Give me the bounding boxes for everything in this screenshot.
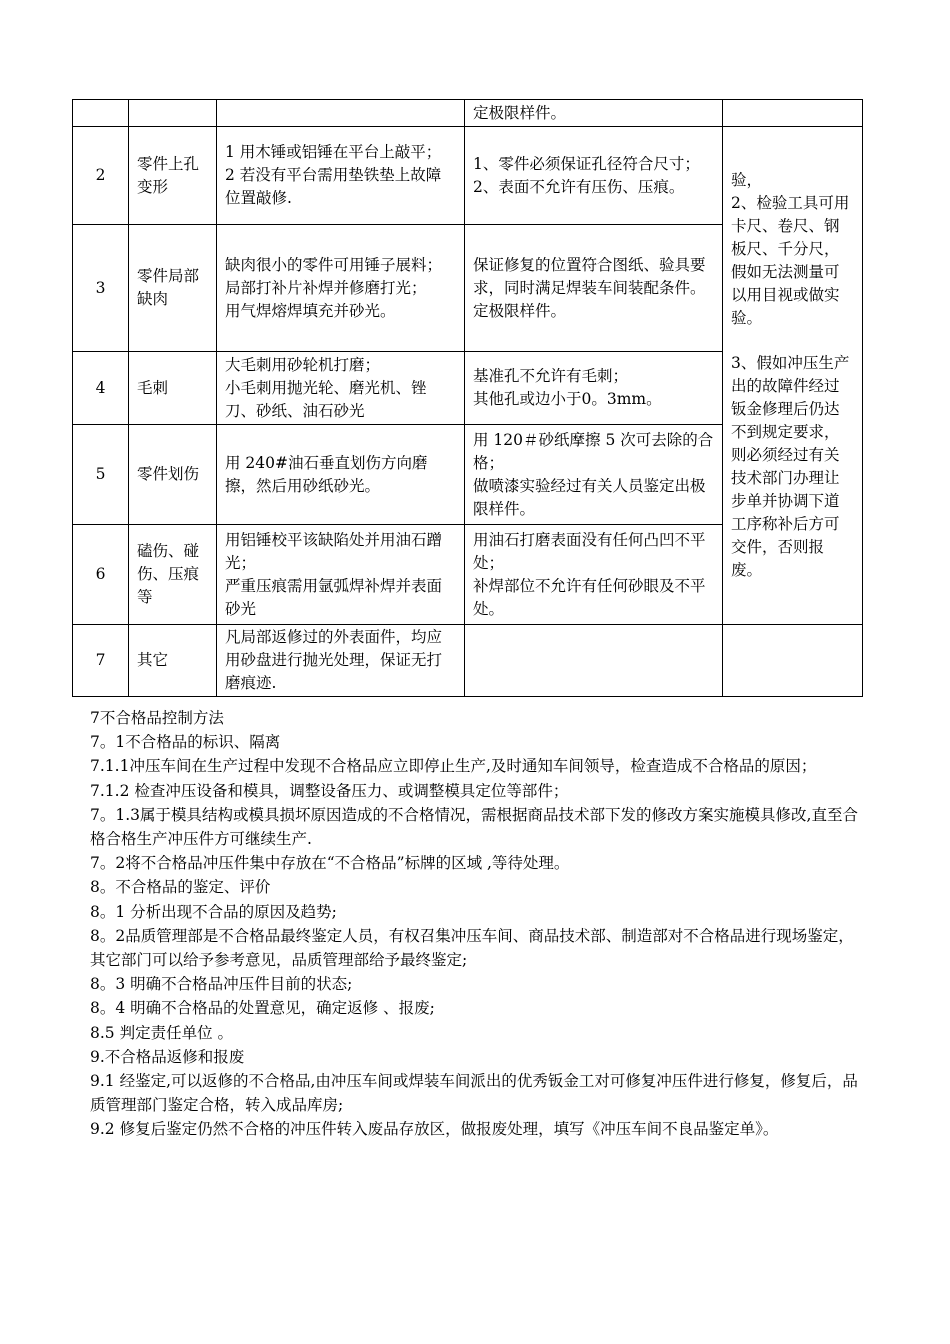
row-number-cell: 6 — [73, 525, 129, 625]
standard-line: 1、零件必须保证孔径符合尺寸； — [473, 154, 700, 173]
standard-line: 定极限样件。 — [473, 103, 567, 122]
body-paragraph: 7。1不合格品的标识、隔离 — [90, 733, 281, 752]
quality-standard-cell — [465, 100, 723, 127]
body-paragraph: 8。3 明确不合格品冲压件目前的状态; — [90, 975, 353, 994]
body-paragraph: 7.1.2 检查冲压设备和模具，调整设备压力、或调整模具定位等部件； — [90, 781, 569, 800]
defect-name-cell: 毛刺 — [129, 352, 217, 425]
standard-line: 其他孔或边小于0。3mm。 — [473, 390, 662, 408]
repair-method-cell — [217, 127, 465, 225]
row-number-cell: 4 — [73, 352, 129, 425]
defect-name-cell: 磕伤、碰伤、压痕等 — [129, 525, 217, 625]
defect-name-cell — [129, 100, 217, 127]
standard-line: 用 120＃砂纸摩擦 5 次可去除的合格； — [473, 430, 714, 472]
method-line: 用气焊熔焊填充并砂光。 — [225, 301, 396, 320]
defect-name-cell: 零件上孔变形 — [129, 127, 217, 225]
body-paragraph: 8。1 分析出现不合品的原因及趋势; — [90, 902, 337, 921]
repair-method-cell — [217, 225, 465, 352]
method-line: 缺肉很小的零件可用锤子展料； — [225, 255, 443, 274]
repair-method-cell — [217, 100, 465, 127]
body-paragraph: 7。1.3属于模具结构或模具损坏原因造成的不合格情况，需根据商品技术部下发的修改方案实施模具修改,直至合格合格生产冲压件方可继续生产. — [90, 805, 858, 849]
quality-standard-cell — [465, 127, 723, 225]
remark-spacer — [731, 330, 854, 352]
standard-line: 保证修复的位置符合图纸、验具要求，同时满足焊装车间装配条件。 — [473, 255, 706, 297]
body-paragraph: 7不合格品控制方法 — [90, 709, 224, 727]
body-paragraph: 7.1.1冲压车间在生产过程中发现不合格品应立即停止生产,及时通知车间领导，检查造成不合格品的原因； — [90, 757, 817, 776]
row-number-cell: 7 — [73, 625, 129, 697]
method-line: 大毛刺用砂轮机打磨； — [225, 355, 381, 374]
body-paragraph: 8。2品质管理部是不合格品最终鉴定人员，有权召集冲压车间、商品技术部、制造部对不合格品进行现场鉴定，其它部门可以给予参考意见，品质管理部给予最终鉴定; — [90, 926, 854, 970]
body-paragraph: 8.5 判定责任单位 。 — [90, 1023, 234, 1042]
standard-line: 定极限样件。 — [473, 301, 567, 320]
repair-method-cell — [217, 425, 465, 525]
control-procedure-text — [90, 706, 860, 1142]
repair-method-cell — [217, 625, 465, 697]
body-paragraph: 9.2 修复后鉴定仍然不合格的冲压件转入废品存放区，做报废处理，填写《冲压车间不良品鉴定单》。 — [90, 1120, 779, 1139]
method-line: 1 用木锤或铝锤在平台上敲平； — [225, 143, 442, 161]
remarks-cell — [723, 127, 863, 625]
remark-paragraph: 验， — [731, 171, 763, 189]
row-number-cell: 5 — [73, 425, 129, 525]
standard-line: 补焊部位不允许有任何砂眼及不平处。 — [473, 576, 706, 618]
standard-line: 基准孔不允许有毛刺； — [473, 367, 629, 385]
method-line: 用 240#油石垂直划伤方向磨擦，然后用砂纸砂光。 — [225, 453, 428, 495]
method-line: 2 若没有平台需用垫铁垫上故障位置敲修. — [225, 166, 442, 207]
repair-method-table — [72, 99, 863, 697]
body-paragraph: 9.不合格品返修和报废 — [90, 1047, 245, 1066]
table-row — [73, 100, 863, 127]
method-line: 用铝锤校平该缺陷处并用油石蹭光； — [225, 530, 443, 572]
row-number-cell: 3 — [73, 225, 129, 352]
method-line: 局部打补片补焊并修磨打光； — [225, 278, 427, 297]
row-number-cell: 2 — [73, 127, 129, 225]
repair-method-cell — [217, 352, 465, 425]
remark-paragraph: 3、假如冲压生产出的故障件经过钣金修理后仍达不到规定要求，则必须经过有关技术部门办理让步单并协调下道工序称补后方可交件，否则报废。 — [731, 354, 850, 579]
method-line: 凡局部返修过的外表面件，均应用砂盘进行抛光处理，保证无打磨痕迹. — [225, 628, 443, 692]
repair-method-cell — [217, 525, 465, 625]
row-number-cell — [73, 100, 129, 127]
standard-line: 用油石打磨表面没有任何凸凹不平处； — [473, 530, 706, 572]
quality-standard-cell — [465, 352, 723, 425]
body-paragraph: 8。不合格品的鉴定、评价 — [90, 878, 271, 897]
body-paragraph: 9.1 经鉴定,可以返修的不合格品,由冲压车间或焊装车间派出的优秀钣金工对可修复冲压件进行修复，修复后，品质管理部门鉴定合格，转入成品库房; — [90, 1072, 858, 1115]
method-line: 严重压痕需用氩弧焊补焊并表面砂光 — [225, 576, 443, 618]
quality-standard-cell — [465, 625, 723, 697]
quality-standard-cell — [465, 225, 723, 352]
remark-cell-bottom — [723, 625, 863, 697]
quality-standard-cell — [465, 425, 723, 525]
quality-standard-cell — [465, 525, 723, 625]
standard-line: 做喷漆实验经过有关人员鉴定出极限样件。 — [473, 476, 706, 518]
remark-cell-top — [723, 100, 863, 127]
defect-name-cell: 零件划伤 — [129, 425, 217, 525]
body-paragraph: 8。4 明确不合格品的处置意见，确定返修 、报废; — [90, 999, 435, 1018]
defect-name-cell: 其它 — [129, 625, 217, 697]
body-paragraph: 7。2将不合格品冲压件集中存放在“不合格品”标牌的区域 ,等待处理。 — [90, 854, 570, 873]
method-line: 小毛刺用抛光轮、磨光机、锉刀、砂纸、油石砂光 — [225, 378, 427, 420]
table-row — [73, 127, 863, 225]
remark-paragraph: 2、检验工具可用卡尺、卷尺、钢板尺、千分尺，假如无法测量可以用目视或做实验。 — [731, 194, 850, 327]
defect-name-cell: 零件局部缺肉 — [129, 225, 217, 352]
standard-line: 2、表面不允许有压伤、压痕。 — [473, 177, 685, 196]
table-row — [73, 625, 863, 697]
